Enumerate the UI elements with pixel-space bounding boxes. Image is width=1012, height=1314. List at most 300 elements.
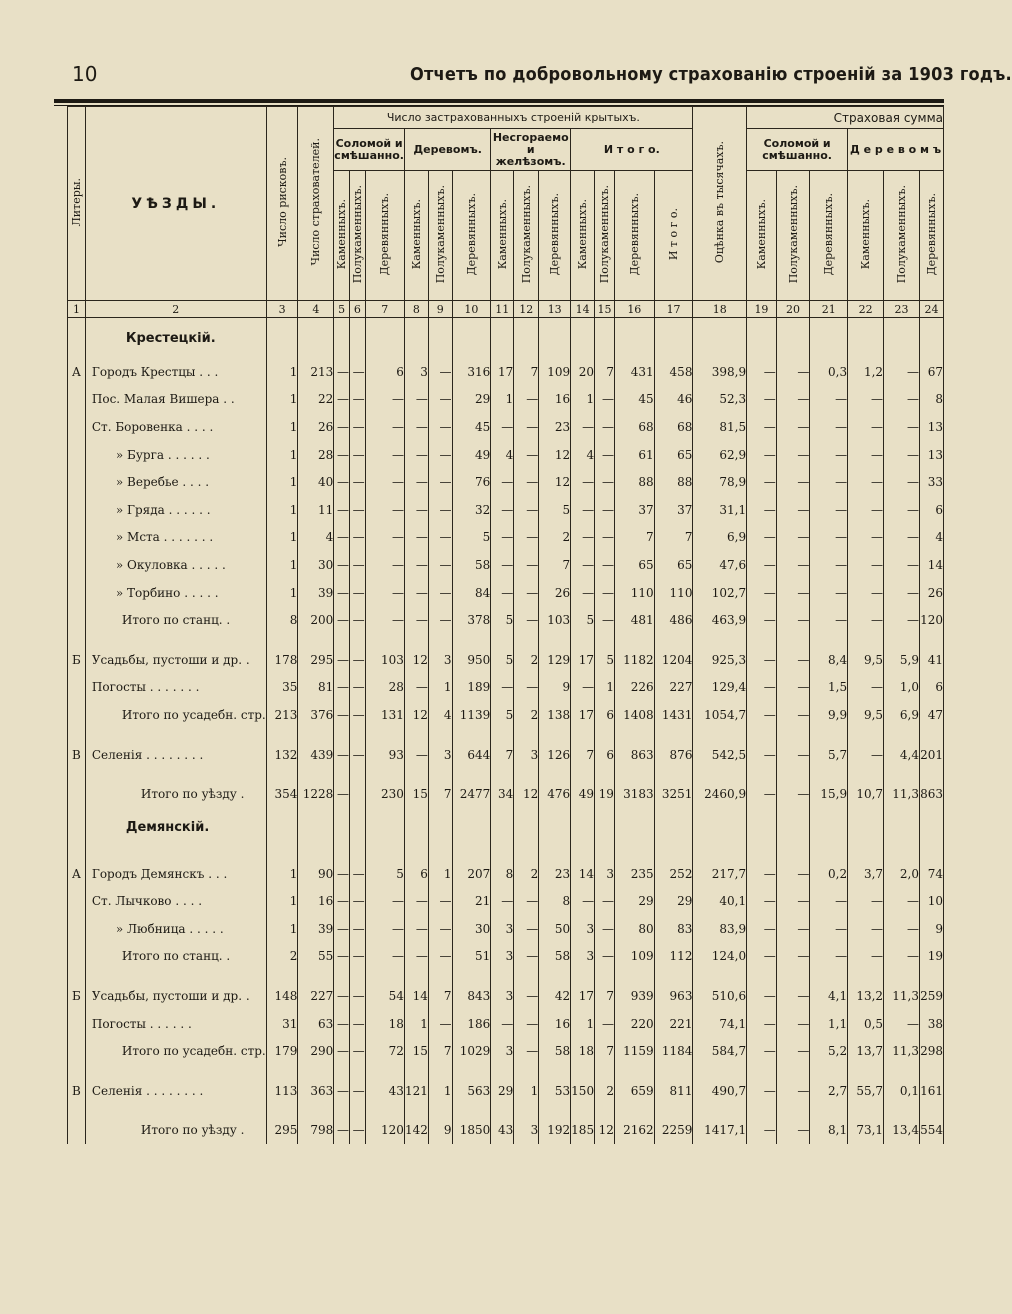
table-cell: —: [776, 1010, 810, 1038]
table-cell: 4: [571, 441, 595, 469]
table-cell: 3: [514, 741, 539, 769]
table-cell: —: [571, 551, 595, 579]
table-cell: —: [349, 1010, 365, 1038]
table-cell: 563: [452, 1077, 491, 1105]
table-cell: —: [595, 606, 615, 634]
table-cell: 110: [614, 579, 654, 607]
empty-cell: [68, 318, 86, 359]
table-cell: —: [810, 441, 848, 469]
table-cell: 185: [571, 1117, 595, 1145]
table-cell: —: [349, 468, 365, 496]
table-cell: —: [334, 524, 350, 552]
empty-cell: [349, 808, 365, 848]
row-name: Городъ Крестцы . . .: [85, 358, 266, 386]
h-stone: Каменныхъ.: [491, 171, 514, 301]
empty-cell: [747, 1065, 777, 1077]
table-cell: —: [776, 674, 810, 702]
table-cell: —: [514, 551, 539, 579]
group-sum: Страховая сумма: [747, 107, 944, 129]
table-cell: —: [571, 468, 595, 496]
table-cell: —: [365, 943, 404, 971]
table-row: [68, 358, 944, 386]
empty-cell: [595, 318, 615, 359]
table-cell: 12: [514, 780, 539, 808]
sub-wood: Деревомъ.: [404, 129, 490, 171]
table-cell: 439: [298, 741, 334, 769]
table-cell: —: [571, 413, 595, 441]
row-name: Итого по станц. .: [85, 943, 266, 971]
empty-cell: [776, 729, 810, 741]
empty-cell: [491, 634, 514, 646]
table-cell: —: [848, 551, 884, 579]
empty-cell: [365, 848, 404, 860]
spacer-row: [68, 970, 944, 982]
empty-cell: [614, 848, 654, 860]
table-cell: —: [404, 606, 428, 634]
table-cell: 0,1: [884, 1077, 920, 1105]
table-cell: —: [595, 524, 615, 552]
table-cell: 54: [365, 982, 404, 1010]
column-number: 11: [491, 301, 514, 318]
column-number: 6: [349, 301, 365, 318]
table-cell: 32: [452, 496, 491, 524]
column-numbers-row: [68, 301, 944, 318]
table-cell: 481: [614, 606, 654, 634]
table-cell: —: [334, 674, 350, 702]
table-row: [68, 524, 944, 552]
row-name: Усадьбы, пустоши и др. .: [85, 646, 266, 674]
table-cell: —: [334, 413, 350, 441]
empty-cell: [810, 729, 848, 741]
table-cell: 4: [919, 524, 943, 552]
table-cell: —: [747, 606, 777, 634]
table-cell: 259: [919, 982, 943, 1010]
column-number: 16: [614, 301, 654, 318]
empty-cell: [693, 1065, 747, 1077]
table-cell: —: [349, 1037, 365, 1065]
table-cell: 12: [539, 441, 571, 469]
table-cell: —: [514, 524, 539, 552]
table-cell: 2,7: [810, 1077, 848, 1105]
row-letter: Б: [68, 982, 86, 1010]
table-cell: 20: [571, 358, 595, 386]
table-cell: —: [571, 496, 595, 524]
table-row: [68, 413, 944, 441]
table-cell: —: [776, 496, 810, 524]
empty-cell: [919, 848, 943, 860]
table-cell: 74: [919, 860, 943, 888]
table-cell: —: [334, 1077, 350, 1105]
table-cell: —: [514, 982, 539, 1010]
table-cell: —: [595, 551, 615, 579]
empty-cell: [491, 318, 514, 359]
table-cell: 19: [919, 943, 943, 971]
table-cell: 378: [452, 606, 491, 634]
table-cell: 129: [539, 646, 571, 674]
table-cell: —: [428, 888, 452, 916]
table-cell: 6: [919, 674, 943, 702]
empty-cell: [334, 970, 350, 982]
table-cell: 6: [595, 741, 615, 769]
row-letter: [68, 888, 86, 916]
table-cell: 7: [654, 524, 693, 552]
table-row: [68, 888, 944, 916]
table-cell: 10,7: [848, 780, 884, 808]
table-cell: —: [334, 496, 350, 524]
row-letter: [68, 1010, 86, 1038]
table-cell: 2460,9: [693, 780, 747, 808]
table-cell: —: [334, 1117, 350, 1145]
table-cell: —: [776, 646, 810, 674]
column-number: 19: [747, 301, 777, 318]
empty-cell: [919, 729, 943, 741]
table-cell: 354: [266, 780, 298, 808]
table-cell: 126: [539, 741, 571, 769]
empty-cell: [747, 318, 777, 359]
table-cell: 120: [919, 606, 943, 634]
empty-cell: [776, 634, 810, 646]
empty-cell: [571, 729, 595, 741]
table-cell: 42: [539, 982, 571, 1010]
table-cell: 1: [266, 579, 298, 607]
empty-cell: [654, 1065, 693, 1077]
empty-cell: [334, 729, 350, 741]
empty-cell: [693, 808, 747, 848]
table-cell: 458: [654, 358, 693, 386]
table-cell: 39: [298, 915, 334, 943]
table-cell: 50: [539, 915, 571, 943]
table-cell: —: [776, 1117, 810, 1145]
table-cell: 124,0: [693, 943, 747, 971]
table-cell: 49: [452, 441, 491, 469]
empty-cell: [452, 634, 491, 646]
table-cell: 9,9: [810, 701, 848, 729]
table-cell: 90: [298, 860, 334, 888]
empty-cell: [68, 768, 86, 780]
table-cell: —: [365, 606, 404, 634]
table-cell: 83,9: [693, 915, 747, 943]
table-cell: —: [428, 358, 452, 386]
table-cell: —: [349, 860, 365, 888]
h-wooden: Деревянныхъ.: [810, 171, 848, 301]
empty-cell: [919, 970, 943, 982]
empty-cell: [365, 318, 404, 359]
table-cell: —: [571, 888, 595, 916]
table-cell: —: [848, 386, 884, 414]
empty-cell: [614, 808, 654, 848]
column-number: 4: [298, 301, 334, 318]
table-row: [68, 915, 944, 943]
row-letter: [68, 1037, 86, 1065]
empty-cell: [68, 634, 86, 646]
table-cell: 132: [266, 741, 298, 769]
empty-cell: [919, 634, 943, 646]
table-cell: 490,7: [693, 1077, 747, 1105]
table-cell: 17: [491, 358, 514, 386]
table-cell: —: [848, 606, 884, 634]
table-cell: —: [776, 982, 810, 1010]
table-cell: 110: [654, 579, 693, 607]
table-cell: 1029: [452, 1037, 491, 1065]
empty-cell: [365, 1065, 404, 1077]
row-letter: [68, 943, 86, 971]
empty-cell: [266, 848, 298, 860]
table-cell: —: [349, 674, 365, 702]
table-row: [68, 441, 944, 469]
empty-cell: [571, 970, 595, 982]
table-cell: —: [349, 915, 365, 943]
table-cell: 73,1: [848, 1117, 884, 1145]
table-cell: —: [334, 780, 350, 808]
empty-cell: [452, 318, 491, 359]
column-number: 18: [693, 301, 747, 318]
table-cell: —: [776, 579, 810, 607]
table-cell: —: [365, 441, 404, 469]
table-cell: 1: [571, 386, 595, 414]
empty-cell: [428, 634, 452, 646]
table-cell: 142: [404, 1117, 428, 1145]
column-number: 9: [428, 301, 452, 318]
table-cell: —: [514, 496, 539, 524]
table-cell: 4,4: [884, 741, 920, 769]
table-cell: 1408: [614, 701, 654, 729]
empty-cell: [693, 848, 747, 860]
table-cell: 4: [298, 524, 334, 552]
table-cell: 3: [491, 1037, 514, 1065]
empty-cell: [810, 970, 848, 982]
empty-cell: [884, 970, 920, 982]
table-cell: —: [848, 674, 884, 702]
table-cell: 80: [614, 915, 654, 943]
table-cell: —: [349, 441, 365, 469]
row-letter: [68, 915, 86, 943]
empty-cell: [595, 808, 615, 848]
empty-cell: [848, 808, 884, 848]
empty-cell: [404, 808, 428, 848]
table-cell: 29: [491, 1077, 514, 1105]
table-cell: 41: [919, 646, 943, 674]
table-cell: 113: [266, 1077, 298, 1105]
empty-cell: [514, 729, 539, 741]
table-cell: 1: [571, 1010, 595, 1038]
table-cell: —: [428, 1010, 452, 1038]
table-cell: 2,0: [884, 860, 920, 888]
table-cell: —: [349, 496, 365, 524]
table-cell: 5: [491, 701, 514, 729]
table-cell: 9: [919, 915, 943, 943]
table-cell: —: [747, 888, 777, 916]
empty-cell: [298, 808, 334, 848]
table-cell: 16: [539, 1010, 571, 1038]
empty-cell: [539, 848, 571, 860]
empty-cell: [349, 1065, 365, 1077]
table-cell: 47: [919, 701, 943, 729]
column-number: 24: [919, 301, 943, 318]
empty-cell: [491, 768, 514, 780]
empty-cell: [334, 848, 350, 860]
table-cell: 179: [266, 1037, 298, 1065]
table-cell: 213: [266, 701, 298, 729]
empty-cell: [571, 808, 595, 848]
table-cell: 61: [614, 441, 654, 469]
page-number: 10: [72, 62, 98, 86]
h-semistone: Полукаменныхъ.: [776, 171, 810, 301]
table-cell: —: [747, 1077, 777, 1105]
empty-cell: [298, 729, 334, 741]
empty-cell: [349, 970, 365, 982]
table-cell: —: [747, 701, 777, 729]
table-cell: 3: [428, 646, 452, 674]
table-cell: —: [334, 386, 350, 414]
empty-cell: [514, 768, 539, 780]
table-cell: —: [514, 413, 539, 441]
table-cell: —: [349, 741, 365, 769]
table-cell: 220: [614, 1010, 654, 1038]
empty-cell: [428, 318, 452, 359]
table-cell: 14: [404, 982, 428, 1010]
table-cell: 131: [365, 701, 404, 729]
empty-cell: [68, 1065, 86, 1077]
empty-cell: [266, 729, 298, 741]
col-uezdy: УѢЗДЫ.: [85, 107, 266, 301]
table-cell: 8: [539, 888, 571, 916]
table-cell: 1: [266, 888, 298, 916]
table-cell: 74,1: [693, 1010, 747, 1038]
table-cell: 12: [404, 701, 428, 729]
empty-cell: [595, 1105, 615, 1117]
empty-cell: [539, 1105, 571, 1117]
table-cell: 217,7: [693, 860, 747, 888]
table-cell: 2: [514, 701, 539, 729]
empty-cell: [571, 318, 595, 359]
spacer-row: [68, 768, 944, 780]
table-cell: 431: [614, 358, 654, 386]
table-cell: —: [595, 943, 615, 971]
table-cell: 52,3: [693, 386, 747, 414]
table-cell: 1: [266, 468, 298, 496]
column-number: 15: [595, 301, 615, 318]
table-cell: 4: [491, 441, 514, 469]
table-cell: 15,9: [810, 780, 848, 808]
empty-cell: [491, 970, 514, 982]
empty-cell: [884, 1105, 920, 1117]
table-cell: 30: [298, 551, 334, 579]
empty-cell: [365, 808, 404, 848]
table-cell: 7: [595, 358, 615, 386]
table-cell: 46: [654, 386, 693, 414]
table-cell: 11,3: [884, 780, 920, 808]
table-cell: 1054,7: [693, 701, 747, 729]
table-cell: —: [349, 888, 365, 916]
table-cell: —: [334, 1010, 350, 1038]
table-cell: 16: [298, 888, 334, 916]
table-cell: 45: [452, 413, 491, 441]
table-cell: 7: [428, 780, 452, 808]
table-cell: —: [747, 468, 777, 496]
row-letter: [68, 780, 86, 808]
table-cell: 2: [514, 860, 539, 888]
table-cell: 7: [428, 1037, 452, 1065]
table-cell: 13,7: [848, 1037, 884, 1065]
table-cell: 227: [298, 982, 334, 1010]
table-row: [68, 579, 944, 607]
empty-cell: [693, 970, 747, 982]
h-stone: Каменныхъ.: [404, 171, 428, 301]
table-cell: —: [514, 606, 539, 634]
table-cell: 15: [404, 780, 428, 808]
table-cell: 26: [539, 579, 571, 607]
empty-cell: [614, 768, 654, 780]
table-cell: 45: [614, 386, 654, 414]
table-cell: 290: [298, 1037, 334, 1065]
running-title: Отчетъ по добровольному страхованію строеній за 1903 годъ.: [410, 64, 1012, 85]
table-cell: 51: [452, 943, 491, 971]
h-itogo: И т о г о.: [654, 171, 693, 301]
table-cell: 1: [266, 441, 298, 469]
table-cell: —: [571, 524, 595, 552]
table-cell: —: [349, 386, 365, 414]
empty-cell: [85, 729, 266, 741]
table-cell: —: [747, 1117, 777, 1145]
table-cell: 7: [539, 551, 571, 579]
table-cell: 4,1: [810, 982, 848, 1010]
table-row: [68, 646, 944, 674]
table-cell: 161: [919, 1077, 943, 1105]
h-semistone: Полукаменныхъ.: [428, 171, 452, 301]
table-cell: 1159: [614, 1037, 654, 1065]
column-number: 12: [514, 301, 539, 318]
empty-cell: [539, 768, 571, 780]
table-cell: —: [428, 943, 452, 971]
table-cell: —: [404, 551, 428, 579]
h-wooden: Деревянныхъ.: [452, 171, 491, 301]
table-cell: 23: [539, 413, 571, 441]
table-cell: 31,1: [693, 496, 747, 524]
table-cell: 15: [404, 1037, 428, 1065]
spacer-row: [68, 1065, 944, 1077]
spacer-row: [68, 848, 944, 860]
empty-cell: [848, 768, 884, 780]
empty-cell: [571, 768, 595, 780]
table-cell: 103: [365, 646, 404, 674]
empty-cell: [334, 768, 350, 780]
table-cell: 121: [404, 1077, 428, 1105]
table-cell: 81,5: [693, 413, 747, 441]
table-cell: 120: [365, 1117, 404, 1145]
table-cell: —: [747, 1010, 777, 1038]
table-cell: —: [848, 741, 884, 769]
table-cell: —: [776, 606, 810, 634]
table-cell: 55,7: [848, 1077, 884, 1105]
empty-cell: [298, 318, 334, 359]
table-cell: 1: [266, 386, 298, 414]
table-cell: 29: [614, 888, 654, 916]
table-cell: 76: [452, 468, 491, 496]
empty-cell: [452, 768, 491, 780]
table-cell: —: [776, 701, 810, 729]
table-cell: —: [349, 413, 365, 441]
table-cell: —: [428, 551, 452, 579]
empty-cell: [810, 1105, 848, 1117]
table-cell: —: [776, 741, 810, 769]
column-number: 17: [654, 301, 693, 318]
empty-cell: [68, 808, 86, 848]
table-cell: —: [349, 646, 365, 674]
table-cell: —: [884, 496, 920, 524]
table-cell: 31: [266, 1010, 298, 1038]
col-litery: Литеры.: [68, 107, 86, 301]
table-cell: —: [747, 674, 777, 702]
